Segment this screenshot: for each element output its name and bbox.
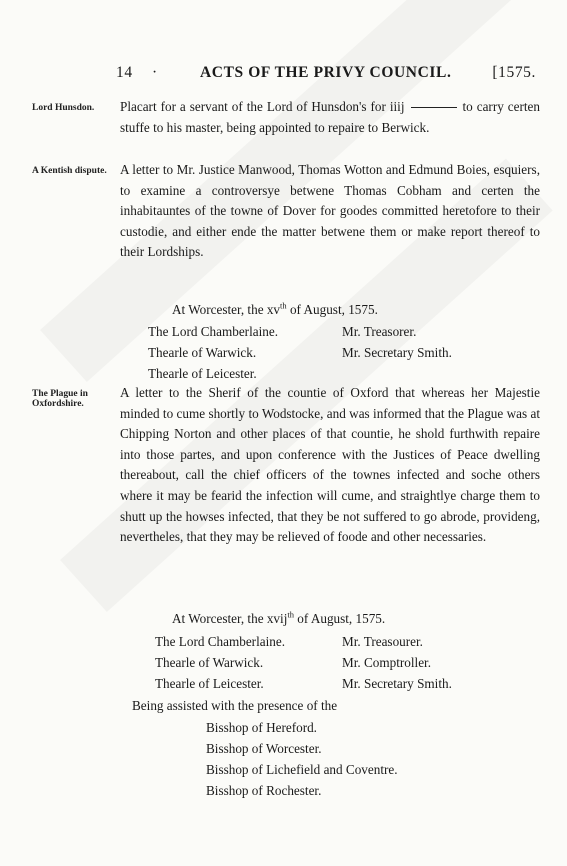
attendee: Mr. Treasourer. <box>342 634 423 649</box>
header-separator: · <box>152 64 158 81</box>
meeting-heading: At Worcester, the $xv^{th}$ of August, 1575. <box>172 300 378 317</box>
running-title: ACTS OF THE PRIVY COUNCIL. <box>200 64 452 81</box>
attendee: Mr. Treasorer. <box>342 324 417 339</box>
attendee: Mr. Secretary Smith. <box>342 676 452 691</box>
margin-note: The Plague in Oxfordshire. <box>32 389 88 409</box>
header-year: [1575. <box>492 64 536 81</box>
blank-rule <box>411 107 457 108</box>
entry-paragraph: Placart for a servant of the Lord of Hunsdon's for iiij to carry certen stuffe to his master, being appointed to repaire to Berwick. <box>120 99 540 135</box>
meeting-heading: At Worcester, the xvij$^{th}$ of August, 1575. <box>172 609 386 626</box>
attendee: Mr. Comptroller. <box>342 655 432 670</box>
running-header <box>116 64 536 88</box>
margin-note: A Kentish dispute. <box>32 166 107 176</box>
bishop-entry: Bisshop of Lichefield and Coventre. <box>206 762 398 777</box>
assisted-line: Being assisted with the presence of the <box>132 698 338 713</box>
attendee: Thearle of Warwick. <box>148 345 257 360</box>
margin-note: Lord Hunsdon. <box>32 103 95 113</box>
attendee: Thearle of Warwick. <box>155 655 264 670</box>
attendee: The Lord Chamberlaine. <box>148 324 278 339</box>
bishop-entry: Bisshop of Hereford. <box>206 720 317 735</box>
entry-paragraph: A letter to the Sherif of the countie of Oxford that whereas her Majestie minded to cume shortly to Wodstocke, and was informed that the Plague was at Chipping Norton and other places of that countie, he shold furthwith repaire into those partes, and upon conference with the Justices of Peace dwelling thereabout, call the chief officers of the townes infected and soche others where it may be fearid the infection will cume, and straightlye charge them to shutt up the howses infected, that they be not suffered to go abrode, provideng, nevertheles, that they may be relieved of foode and other necessaries. <box>120 385 540 545</box>
attendee: Thearle of Leicester. <box>148 366 257 381</box>
attendee: The Lord Chamberlaine. <box>155 634 285 649</box>
bishop-entry: Bisshop of Rochester. <box>206 783 322 798</box>
bishop-entry: Bisshop of Worcester. <box>206 741 322 756</box>
page-number: 14 <box>116 64 133 81</box>
entry-paragraph: A letter to Mr. Justice Manwood, Thomas Wotton and Edmund Boies, esquiers, to examine a controversye betwene Thomas Cobham and certen the inhabitauntes of the towne of Dover for goodes committed heretofore to their custodie, and either ende the matter betwene them or make report thereof to their Lordships. <box>120 162 540 260</box>
attendee: Thearle of Leicester. <box>155 676 264 691</box>
attendee: Mr. Secretary Smith. <box>342 345 452 360</box>
